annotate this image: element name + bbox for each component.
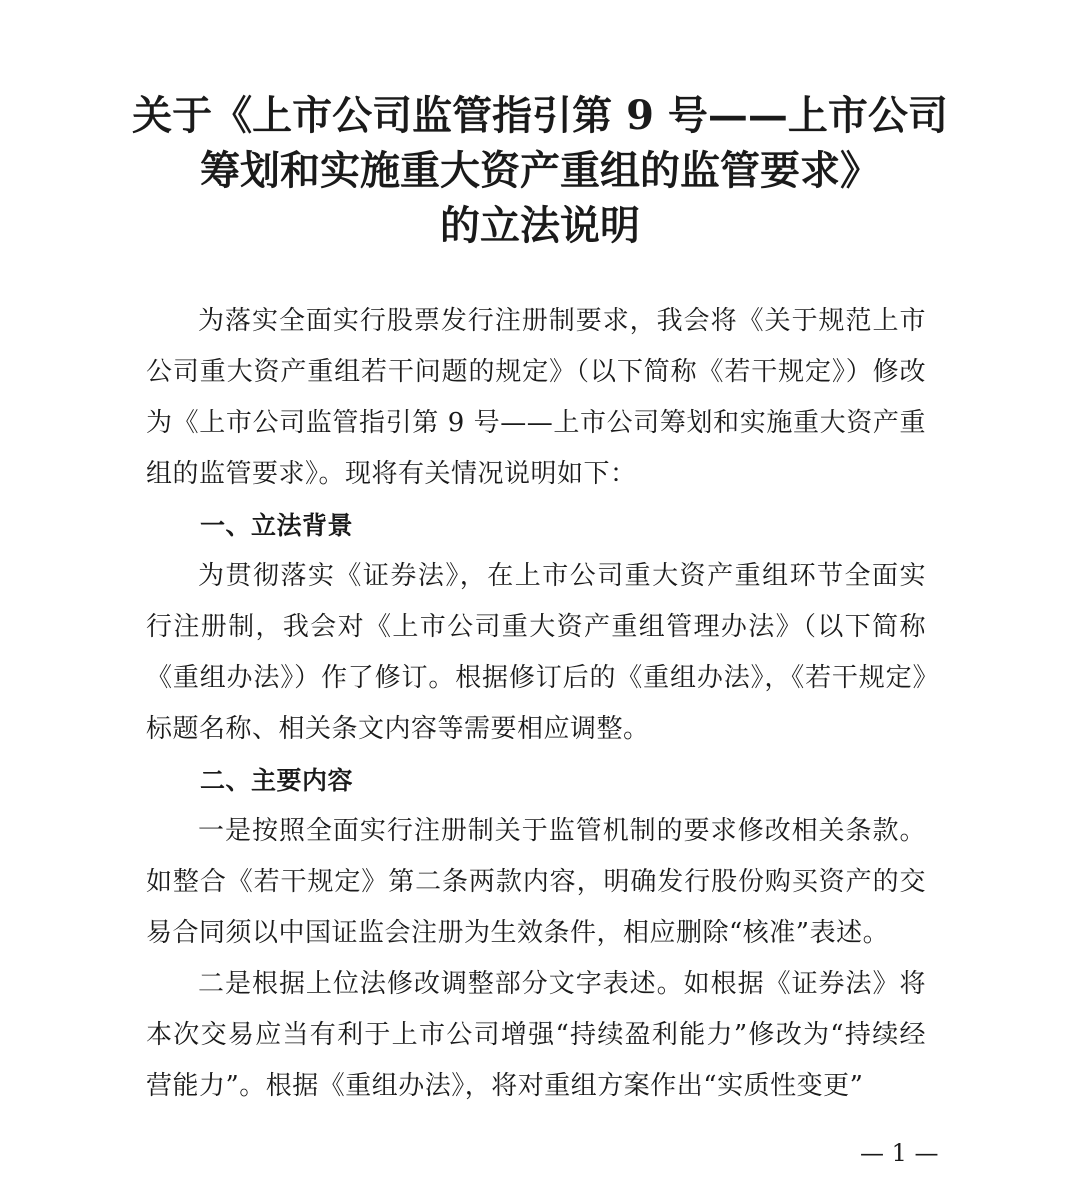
title-line-3: 的立法说明	[440, 202, 640, 249]
document-title	[90, 88, 990, 253]
title-line-2: 筹划和实施重大资产重组的监管要求》	[200, 147, 880, 194]
section-heading-main-content: 二、主要内容	[200, 766, 354, 795]
background-paragraph: 为贯彻落实《证券法》，在上市公司重大资产重组环节全面实行注册制，我会对《上市公司重大资产重组管理办法》（以下简称《重组办法》）作了修订。根据修订后的《重组办法》，《若干规定》标题名称、相关条文内容等需要相应调整。	[146, 561, 926, 744]
main-content-paragraph-2: 二是根据上位法修改调整部分文字表述。如根据《证券法》将本次交易应当有利于上市公司增强“持续盈利能力”修改为“持续经营能力”。根据《重组办法》，将对重组方案作出“实质性变更”	[146, 969, 926, 1101]
section-heading-background: 一、立法背景	[200, 511, 354, 540]
page-number: — 1 —	[860, 1139, 939, 1167]
title-line-1: 关于《上市公司监管指引第 9 号——上市公司	[132, 92, 948, 139]
intro-paragraph: 为落实全面实行股票发行注册制要求，我会将《关于规范上市公司重大资产重组若干问题的规定》（以下简称《若干规定》）修改为《上市公司监管指引第 9 号——上市公司筹划和实施重大资产重组的监管要求》。现将有关情况说明如下：	[146, 306, 926, 489]
main-content-paragraph-1: 一是按照全面实行注册制关于监管机制的要求修改相关条款。如整合《若干规定》第二条两款内容，明确发行股份购买资产的交易合同须以中国证监会注册为生效条件，相应删除“核准”表述。	[146, 816, 926, 948]
document-body	[146, 296, 926, 1112]
